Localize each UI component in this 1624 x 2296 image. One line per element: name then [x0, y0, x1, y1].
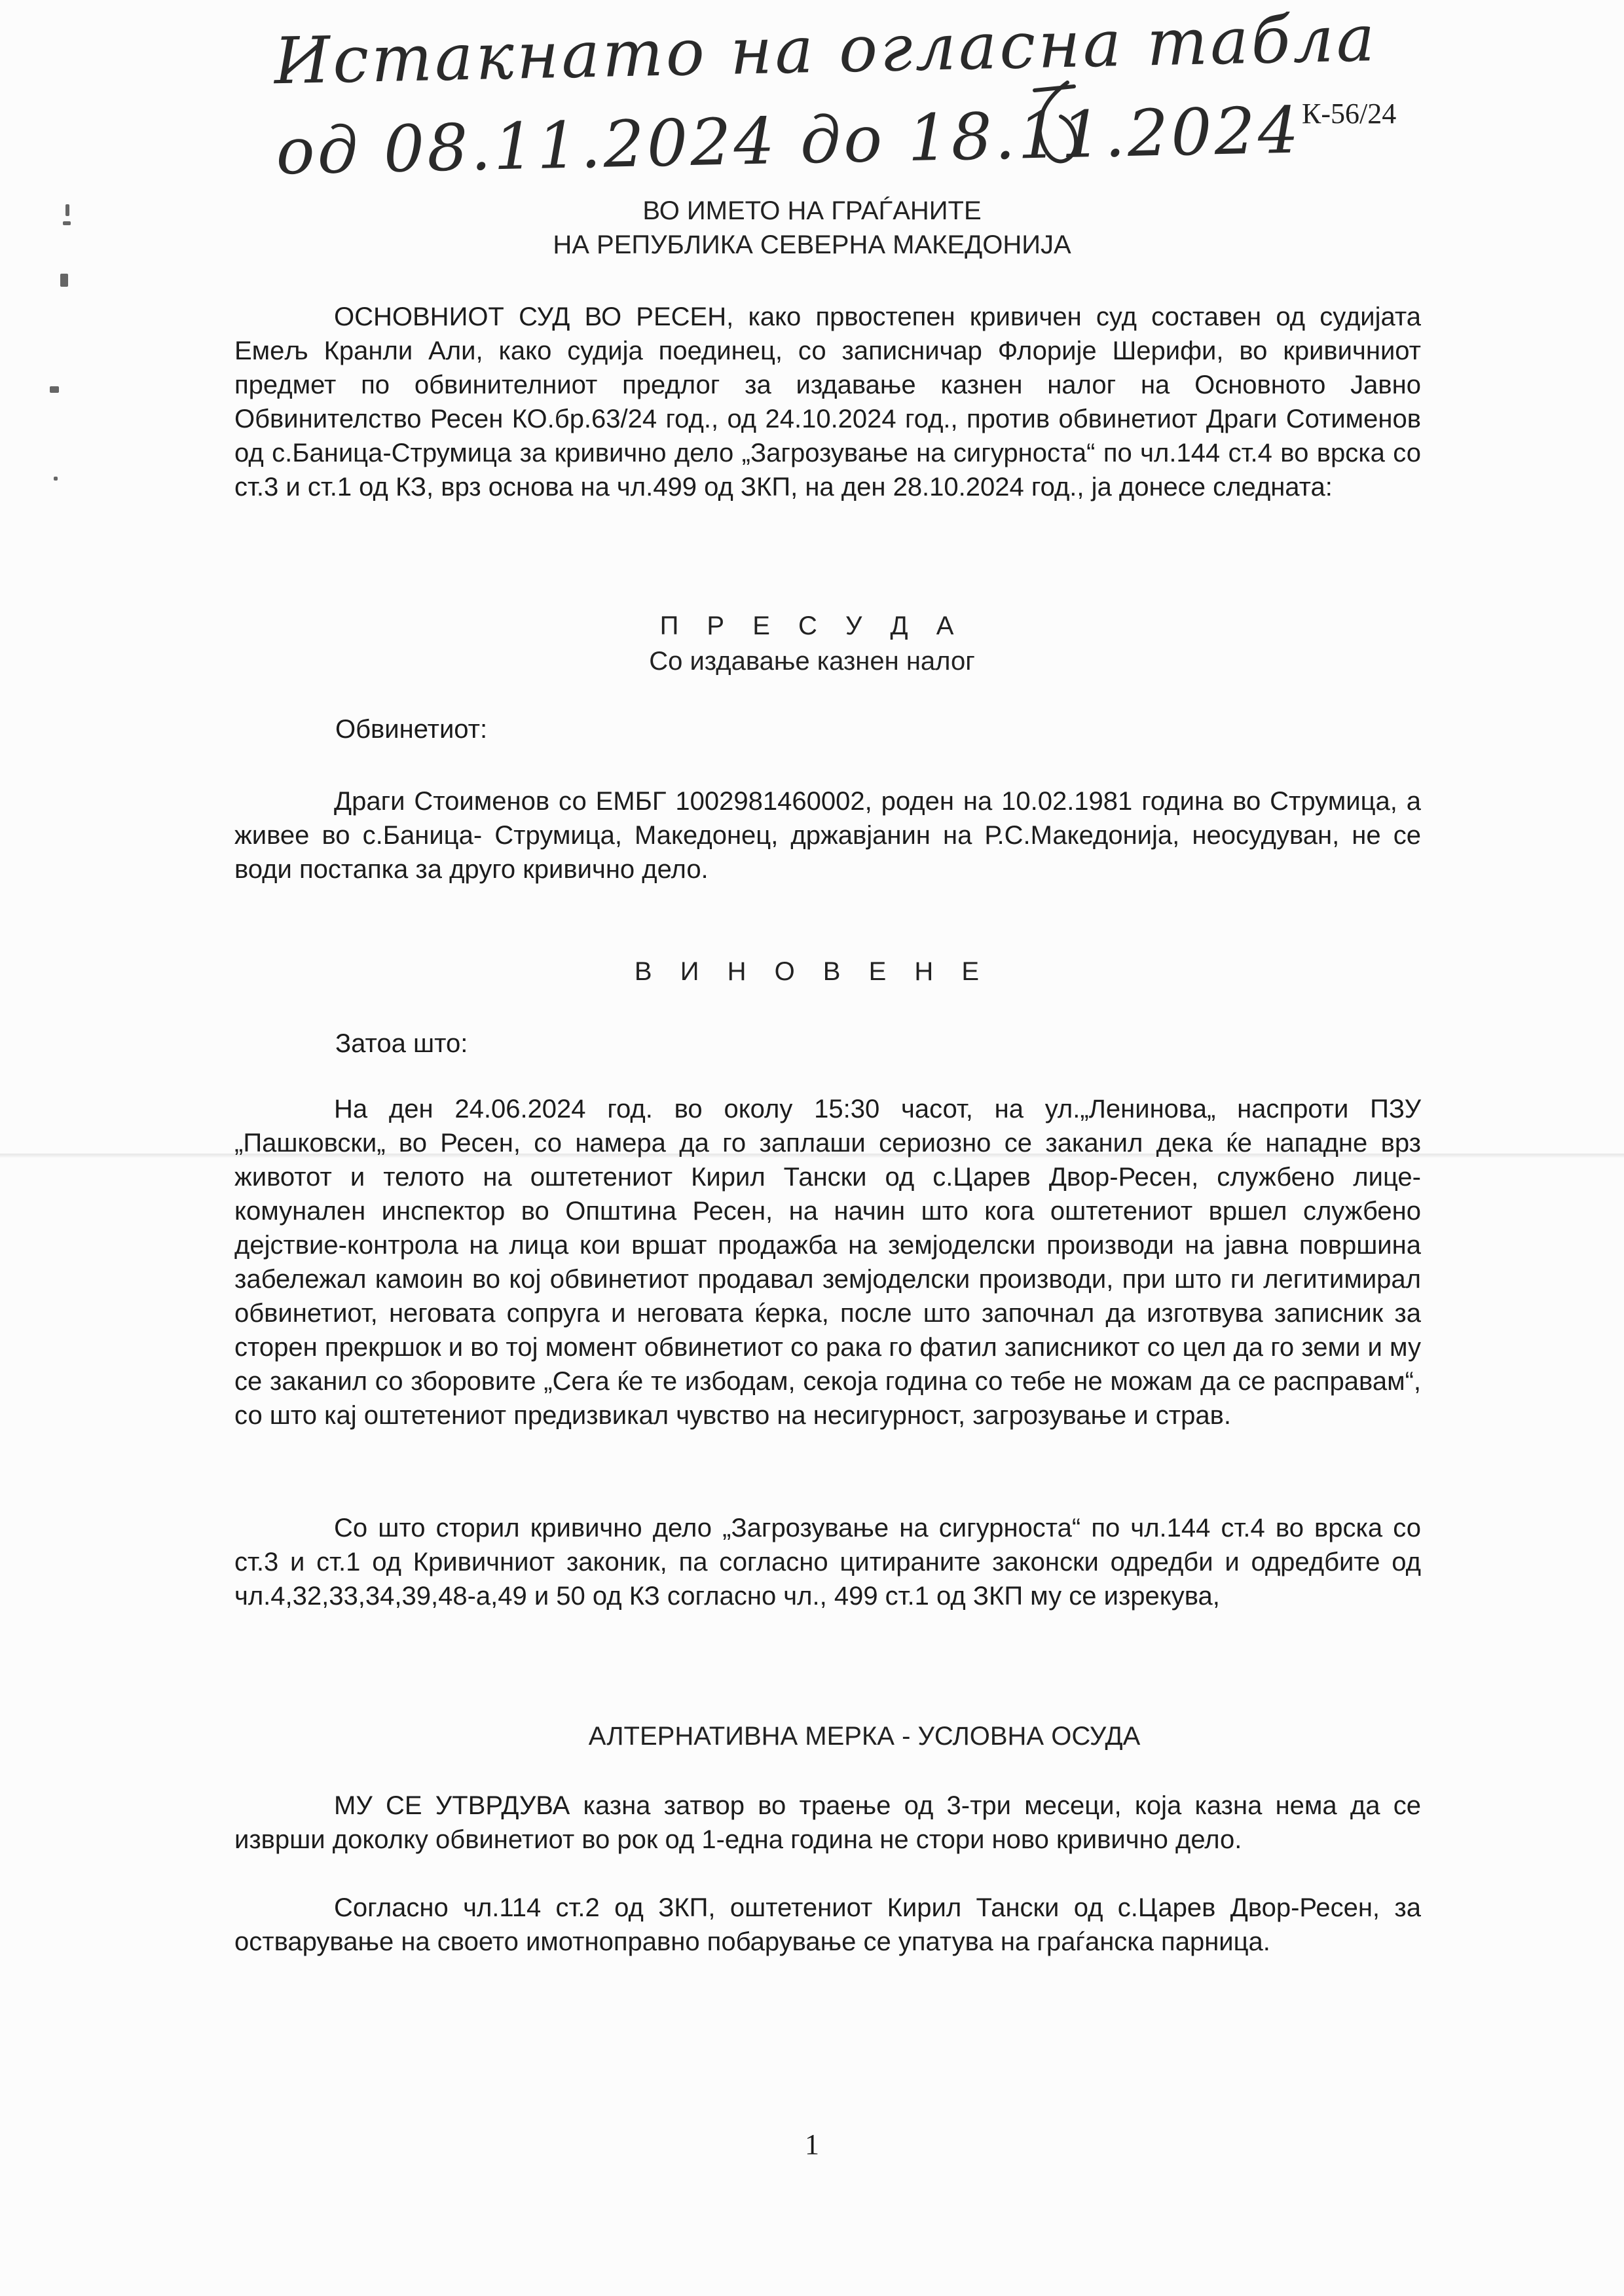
measure-title: АЛТЕРНАТИВНА МЕРКА - УСЛОВНА ОСУДА — [588, 1722, 1141, 1751]
scan-artifact — [60, 274, 68, 287]
header-line1: ВО ИМЕТО НА ГРАЃАНИТЕ — [642, 196, 982, 225]
accused-label: Обвинетиот: — [335, 715, 488, 744]
facts-paragraph: На ден 24.06.2024 год. во околу 15:30 часот, на ул.„Ленинова„ наспроти ПЗУ „Пашковски„ во Ресен, со намера да го заплаши сериозно се заканил дека ќе нападне врз животот и телото на оштетениот Кирил Тански од с.Царев Двор-Ресен, службено лице-комунален инспектор во Општина Ресен, на начин што кога оштетениот вршел службено дејствие-контрола на лица кои вршат продажба на земјоделски производи на јавна површина забележал камоин во кој обвинетиот продавал земјоделски производи, при што ги легитимирал обвинетиот, неговата сопруга и неговата ќерка, после што започнал да изготвува записник за сторен прекршок и во тој момент обвинетиот со рака го фатил записникот со цел да го земи и му се заканил со зборовите „Сега ќе те избодам, секоја година со тебе не можам да се расправам“, со што кај оштетениот предизвикал чувство на несигурност, загрозување и страв. — [234, 1095, 1421, 1430]
accused-details: Драги Стоименов со ЕМБГ 1002981460002, роден на 10.02.1981 година во Струмица, а живее во с.Баница- Струмица, Македонец, државјанин на Р.С.Македонија, неосудуван, не се води постапка за друго кривично дело. — [234, 787, 1421, 884]
header-line2: НА РЕПУБЛИКА СЕВЕРНА МАКЕДОНИЈА — [553, 230, 1071, 259]
verdict-title: П Р Е С У Д А — [659, 611, 965, 640]
intro-paragraph: ОСНОВНИОТ СУД ВО РЕСЕН, како првостепен кривичен суд составен од судијата Емељ Кранли Али, како судија поединец, со записничар Флорије Шерифи, во кривичниот предмет по обвинителниот предлог за издавање казнен налог на Основното Јавно Обвинителство Ресен КО.бр.63/24 год., од 24.10.2024 год., против обвинетиот Драги Сотименов од с.Баница-Струмица за кривично дело „Загрозување на сигурноста“ по чл.144 ст.4 во врска со ст.3 и ст.1 од КЗ, врз основа на чл.499 од ЗКП, на ден 28.10.2024 год., ја донесе следната: — [234, 302, 1421, 501]
because-label: Затоа што: — [335, 1029, 468, 1058]
case-number: К-56/24 — [1302, 98, 1397, 130]
page-number: 1 — [805, 2128, 819, 2160]
handwritten-note-line1: Истакнато на огласна табла — [273, 1, 1378, 100]
handwritten-signature — [1022, 77, 1084, 175]
measure-paragraph: МУ СЕ УТВРДУВА казна затвор во траење од 3-три месеци, која казна нема да се изврши доколку обвинетиот во рок од 1-една година не стори ново кривично дело. — [234, 1791, 1421, 1854]
scan-artifact — [50, 386, 59, 393]
guilty-title: В И Н О В Е Н Е — [634, 957, 990, 986]
scan-artifact — [54, 477, 58, 481]
verdict-subtitle: Со издавање казнен налог — [649, 647, 975, 676]
handwritten-note-line2: од 08.11.2024 до 18.11.2024 — [275, 93, 1302, 190]
legal-basis-paragraph: Со што сторил кривично дело „Загрозување на сигурноста“ по чл.144 ст.4 во врска со ст.3 и ст.1 од Кривичниот законик, па согласно цитираните законски одредби и одредбите од чл.4,32,33,34,39,48-а,49 и 50 од КЗ согласно чл., 499 ст.1 од ЗКП му се изрекува, — [234, 1514, 1421, 1611]
civil-claim-paragraph: Согласно чл.114 ст.2 од ЗКП, оштетениот Кирил Тански од с.Царев Двор-Ресен, за остварување на своето имотноправно побарување се упатува на граѓанска парница. — [234, 1893, 1421, 1956]
